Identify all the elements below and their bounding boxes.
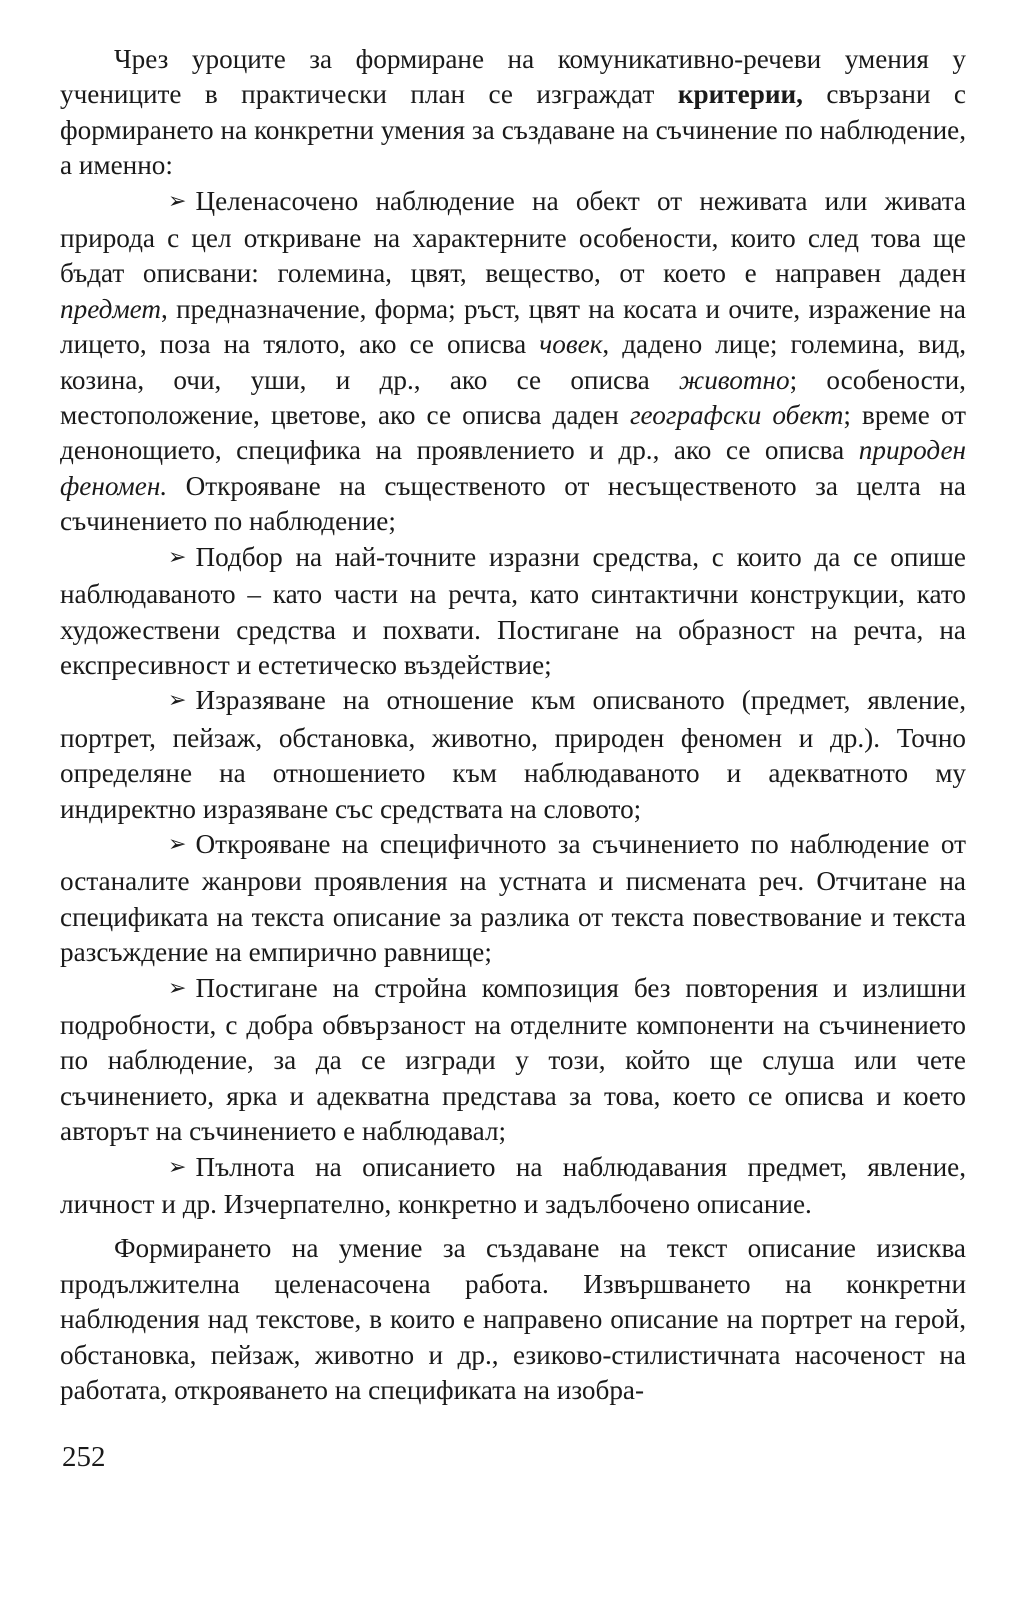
italic-term: животно [678,364,790,395]
italic-term: човек [539,329,603,360]
criteria-text: Целенасочено наблюдение на обект от неживата или живата природа с цел откриване на характерните особености, които след това ще бъдат описвани: големина, цвят, вещество, от което е направен даден [60,185,966,289]
criteria-item [60,827,966,971]
italic-term: географски обект [629,400,844,431]
criteria-text: , дадено лице; големина, вид, козина, очи, уши, и др., ако се описва [60,329,966,395]
criteria-item [60,184,966,540]
criteria-text: Пълнота на описанието на наблюдавания предмет, явление, личност и др. Изчерпателно, конкретно и задълбочено описание. [60,1151,966,1219]
criteria-item [60,1150,966,1223]
page-body [60,42,966,1408]
arrow-bullet-icon: ➢ [168,188,187,214]
italic-term: предмет [60,293,162,324]
bold-term: критерии, [677,79,803,110]
criteria-text: Подбор на най-точните изразни средства, с които да се опише наблюдаваното – като части на речта, като синтактични конструкции, като художествени средства и похвати. Постигане на образност на речта, на експресивност и естетическо въздействие; [60,541,966,680]
criteria-item [60,683,966,827]
criteria-text: , предназначение, форма; ръст, цвят на косата и очите, изражение на лицето, поза на тялото, ако се описва [60,293,966,360]
arrow-bullet-icon: ➢ [168,688,187,714]
criteria-item [60,971,966,1150]
arrow-bullet-icon: ➢ [168,1154,187,1180]
criteria-text: Изразяване на отношение към описваното (предмет, явление, портрет, пейзаж, обстановка, животно, природен феномен и др.). Точно определяне на отношението към наблюдаваното и адекватното му индиректно изразяване със средствата на словото; [60,685,966,824]
criteria-item [60,540,966,684]
criteria-text: Открояване на специфичното за съчинението по наблюдение от останалите жанрови проявления на устната и писмената реч. Отчитане на спецификата на текста описание за разлика от текста повествование и текста разсъждение на емпирично равнище; [60,828,966,968]
criteria-text: Открояване на същественото от несъщественото за целта на съчинението по наблюдение; [60,470,966,537]
arrow-bullet-icon: ➢ [168,831,187,857]
arrow-bullet-icon: ➢ [168,975,187,1001]
intro-paragraph [60,42,966,184]
criteria-text: Постигане на стройна композиция без повторения и излишни подробности, с добра обвързаност на отделните компоненти на съчинението по наблюдение, за да се изгради у този, който ще слуша или чете съчинението, ярка и адекватна представа за това, което се описва и което авторът на съчинението е наблюдавал; [60,972,966,1147]
page-number: 252 [62,1441,106,1473]
intro-text: Чрез уроците за формиране на комуникативно-речеви умения у учениците в практически план се изграждат [60,44,966,110]
criteria-list [60,184,966,1223]
italic-term: природен феномен. [60,435,966,501]
closing-paragraph: Формирането на умение за създаване на текст описание изисква продължителна целенасочена работа. Извършването на конкретни наблюдения над текстове, в които е направено описание на портрет на герой, обстановка, пейзаж, животно и др., езиково-стилистичната насоченост на работата, открояването на спецификата на изобра- [60,1233,966,1406]
arrow-bullet-icon: ➢ [168,544,187,570]
criteria-text: ; време от денонощието, специфика на проявлението и др., ако се описва [60,400,967,466]
intro-text-end: свързани с формирането на конкретни умения за създаване на съчинение по наблюдение, а именно: [60,79,967,181]
criteria-text: ; особености, местоположение, цветове, ако се описва даден [60,364,966,431]
